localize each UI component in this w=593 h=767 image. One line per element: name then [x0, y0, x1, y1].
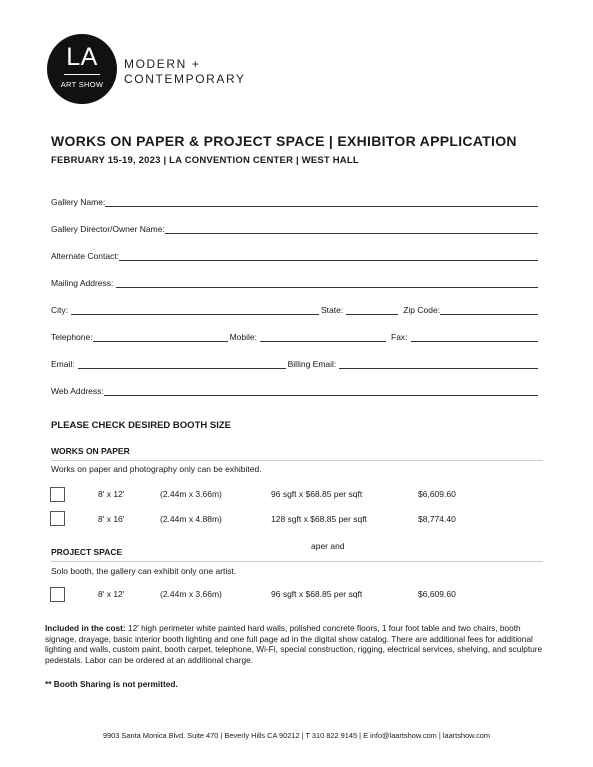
web-address-label: Web Address:: [51, 386, 104, 396]
included-cost-paragraph: [45, 623, 553, 665]
alternate-contact-label: Alternate Contact:: [51, 251, 120, 261]
billing-email-field[interactable]: [339, 359, 538, 369]
logo-sub-text: ART SHOW: [60, 80, 104, 89]
mailing-address-field[interactable]: [116, 278, 538, 288]
logo-tagline-2: CONTEMPORARY: [124, 72, 246, 86]
mailing-address-row: [51, 274, 540, 288]
logo-tagline-1: MODERN +: [124, 57, 201, 71]
web-address-field[interactable]: [104, 386, 538, 396]
alternate-contact-row: [51, 247, 540, 261]
project-space-heading: PROJECT SPACE: [51, 547, 123, 557]
state-field[interactable]: [346, 305, 398, 315]
booth-price: $6,609.60: [418, 589, 456, 599]
page-subtitle: FEBRUARY 15-19, 2023 | LA CONVENTION CENTER | WEST HALL: [51, 155, 359, 166]
booth-sqft: 96 sgft x $68.85 per sqft: [271, 589, 363, 599]
city-state-zip-row: [51, 301, 540, 315]
gallery-name-row: [51, 193, 540, 207]
telephone-field[interactable]: [93, 332, 228, 342]
web-address-row: [51, 382, 540, 396]
works-on-paper-divider: [51, 460, 543, 461]
project-space-desc: Solo booth, the gallery can exhibit only one artist.: [51, 566, 237, 576]
phone-row: [51, 328, 540, 342]
booth-size-heading: PLEASE CHECK DESIRED BOOTH SIZE: [51, 420, 231, 431]
booth-sqft: 128 sgft x $68.85 per sqft: [271, 514, 367, 524]
telephone-label: Telephone:: [51, 332, 93, 342]
alternate-contact-field[interactable]: [119, 251, 538, 261]
mobile-label: Mobile:: [229, 332, 257, 342]
email-field[interactable]: [78, 359, 286, 369]
gallery-name-field[interactable]: [105, 197, 538, 207]
billing-email-label: Billing Email:: [287, 359, 337, 369]
zip-field[interactable]: [440, 305, 538, 315]
booth-price: $8,774.40: [418, 514, 456, 524]
booth-sharing-note: ** Booth Sharing is not permitted.: [45, 679, 178, 689]
booth-metric: (2.44m x 3.66m): [160, 589, 222, 599]
included-cost-label: Included in the cost:: [45, 623, 126, 633]
zip-label: Zip Code:: [403, 305, 441, 315]
email-label: Email:: [51, 359, 75, 369]
gallery-name-label: Gallery Name:: [51, 197, 106, 207]
booth-size: 8' x 12': [98, 589, 125, 599]
booth-metric: (2.44m x 4.88m): [160, 514, 222, 524]
director-field[interactable]: [165, 224, 538, 234]
fax-label: Fax:: [391, 332, 408, 342]
included-cost-text: 12' high perimeter white painted hard walls, polished concrete floors, 1 four foot table and two chairs, booth signage, drayage, basic interior booth lighting and one full page ad in the digital show catalog. There are additional fees for additional lighting and walls, custom paint, booth carpet, telephone, Wi-Fi, special construction, rigging, electrical services, shelving, and sculpture pedestals. Labor can be ordered at an additional charge.: [45, 623, 543, 665]
page-title: WORKS ON PAPER & PROJECT SPACE | EXHIBITOR APPLICATION: [51, 133, 517, 149]
city-field[interactable]: [71, 305, 319, 315]
booth-size: 8' x 16': [98, 514, 125, 524]
email-row: [51, 355, 540, 369]
mailing-address-label: Mailing Address:: [51, 278, 114, 288]
director-row: [51, 220, 540, 234]
project-space-divider: [51, 561, 543, 562]
logo-badge: [47, 34, 117, 104]
city-label: City:: [51, 305, 68, 315]
booth-checkbox-wop-8x16[interactable]: [50, 511, 65, 526]
state-label: State:: [321, 305, 344, 315]
booth-checkbox-wop-8x12[interactable]: [50, 487, 65, 502]
booth-size: 8' x 12': [98, 489, 125, 499]
works-on-paper-desc: Works on paper and photography only can be exhibited.: [51, 464, 262, 474]
logo-la-text: LA: [66, 43, 98, 71]
booth-price: $6,609.60: [418, 489, 456, 499]
stray-text: aper and: [311, 541, 345, 551]
booth-sqft: 96 sgft x $68.85 per sqft: [271, 489, 363, 499]
footer-contact: 9903 Santa Monica Blvd. Suite 470 | Beverly Hills CA 90212 | T 310 822 9145 | E info@laartshow.com | laartshow.com: [102, 731, 491, 740]
director-label: Gallery Director/Owner Name:: [51, 224, 165, 234]
works-on-paper-heading: WORKS ON PAPER: [51, 446, 130, 456]
mobile-field[interactable]: [260, 332, 386, 342]
fax-field[interactable]: [411, 332, 538, 342]
booth-metric: (2.44m x 3.66m): [160, 489, 222, 499]
booth-checkbox-project-8x12[interactable]: [50, 587, 65, 602]
logo-divider: [64, 74, 100, 75]
